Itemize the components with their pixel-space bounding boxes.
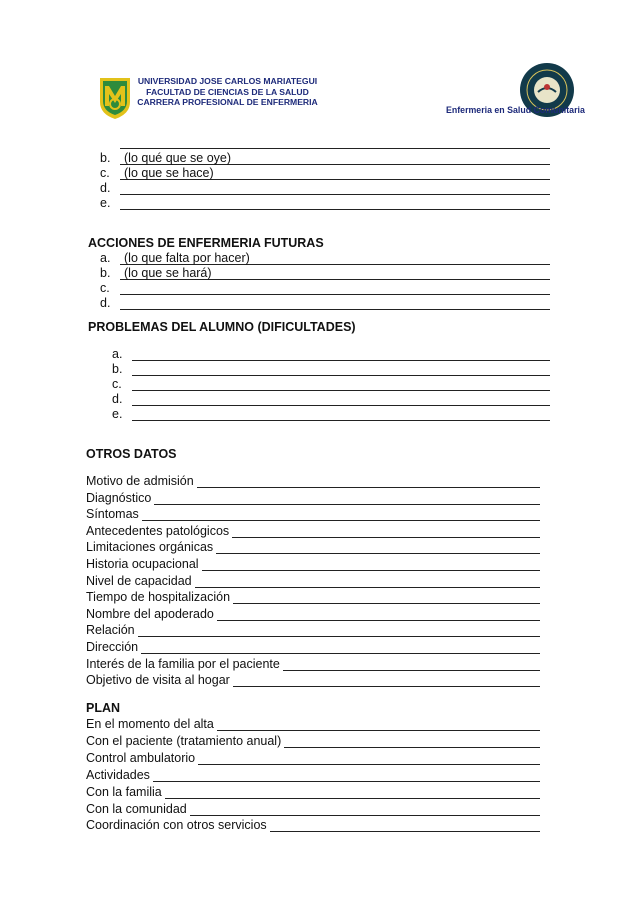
field-input-line[interactable] — [142, 520, 540, 521]
field-label: Interés de la familia por el paciente — [86, 656, 280, 671]
form-field — [86, 540, 540, 555]
field-input-line[interactable] — [217, 730, 540, 731]
field-input-line[interactable] — [284, 747, 540, 748]
item-letter: b. — [112, 362, 123, 376]
field-label: En el momento del alta — [86, 717, 214, 731]
field-label: Tiempo de hospitalización — [86, 590, 231, 605]
institution-block — [130, 76, 325, 108]
form-field — [86, 673, 540, 688]
field-label: Con el paciente (tratamiento anual) — [86, 733, 282, 748]
answer-line[interactable]: (lo que se hace) — [120, 166, 550, 180]
field-label: Objetivo de visita al hogar — [86, 673, 230, 688]
university-name: UNIVERSIDAD JOSE CARLOS MARIATEGUI — [137, 76, 318, 86]
form-field — [86, 590, 540, 605]
plan-title: PLAN — [86, 701, 121, 715]
field-input-line[interactable] — [217, 620, 540, 621]
item-letter: a. — [100, 251, 111, 265]
field-label: Nombre del apoderado — [86, 606, 214, 621]
field-input-line[interactable] — [202, 570, 540, 571]
field-input-line[interactable] — [153, 781, 540, 782]
faculty-name: FACULTAD DE CIENCIAS DE LA SALUD — [146, 86, 309, 97]
form-field — [86, 717, 540, 732]
field-input-line[interactable] — [198, 764, 540, 765]
field-label: Con la familia — [86, 784, 162, 799]
form-field — [86, 818, 540, 833]
field-label: Antecedentes patológicos — [86, 523, 230, 538]
field-label: Historia ocupacional — [86, 557, 199, 571]
form-field — [86, 574, 540, 589]
form-field — [86, 474, 540, 489]
item-letter: b. — [100, 151, 111, 165]
acciones-title: ACCIONES DE ENFERMERIA FUTURAS — [88, 236, 324, 250]
field-label: Dirección — [86, 640, 139, 654]
form-field — [86, 524, 540, 539]
list-item — [100, 296, 550, 311]
field-input-line[interactable] — [270, 831, 540, 832]
list-item — [100, 181, 550, 196]
list-item — [100, 196, 550, 211]
answer-line[interactable]: (lo que se hará) — [120, 266, 550, 280]
form-field — [86, 557, 540, 572]
career-name: CARRERA PROFESIONAL DE ENFERMERIA — [137, 97, 318, 107]
form-field — [86, 802, 540, 817]
list-item — [100, 281, 550, 296]
item-letter: c. — [112, 377, 122, 391]
continuation-line — [120, 148, 550, 149]
field-label: Síntomas — [86, 507, 139, 522]
answer-line[interactable] — [132, 392, 550, 406]
field-input-line[interactable] — [233, 686, 540, 687]
field-label: Limitaciones orgánicas — [86, 540, 214, 555]
field-input-line[interactable] — [141, 653, 540, 654]
answer-line[interactable]: (lo que falta por hacer) — [120, 251, 550, 265]
list-item — [112, 407, 550, 422]
answer-line[interactable] — [132, 407, 550, 421]
field-input-line[interactable] — [233, 603, 540, 604]
field-input-line[interactable] — [216, 553, 540, 554]
form-field — [86, 623, 540, 638]
field-label: Coordinación con otros servicios — [86, 818, 267, 833]
field-input-line[interactable] — [138, 636, 540, 637]
item-letter: a. — [112, 347, 123, 361]
form-field — [86, 751, 540, 766]
form-field — [86, 640, 540, 655]
field-label: Actividades — [86, 767, 150, 782]
answer-line[interactable] — [120, 296, 550, 310]
form-field — [86, 507, 540, 522]
list-item — [112, 377, 550, 392]
answer-line[interactable] — [120, 281, 550, 295]
list-item — [112, 347, 550, 362]
answer-line[interactable] — [120, 196, 550, 210]
field-label: Relación — [86, 623, 135, 638]
form-field — [86, 734, 540, 749]
form-field — [86, 657, 540, 672]
form-field — [86, 491, 540, 506]
answer-line[interactable] — [132, 347, 550, 361]
list-item — [100, 266, 550, 281]
form-field — [86, 768, 540, 783]
list-item — [112, 362, 550, 377]
field-input-line[interactable] — [283, 670, 540, 671]
item-letter: b. — [100, 266, 111, 280]
otros-datos-title: OTROS DATOS — [86, 447, 177, 461]
problemas-title: PROBLEMAS DEL ALUMNO (DIFICULTADES) — [88, 320, 356, 334]
document-header — [0, 0, 638, 130]
item-letter: c. — [100, 281, 110, 295]
field-label: Nivel de capacidad — [86, 573, 192, 588]
answer-line[interactable] — [120, 181, 550, 195]
field-input-line[interactable] — [165, 798, 540, 799]
field-input-line[interactable] — [190, 815, 540, 816]
field-input-line[interactable] — [197, 487, 540, 488]
list-item — [100, 166, 550, 181]
subject-name: Enfermeria en Salud Comunitaria — [446, 105, 585, 115]
item-letter: d. — [112, 392, 123, 406]
item-letter: e. — [100, 196, 111, 210]
field-input-line[interactable] — [195, 587, 540, 588]
field-label: Con la comunidad — [86, 801, 187, 816]
university-logo-icon — [97, 74, 133, 120]
field-label: Motivo de admisión — [86, 474, 194, 488]
field-input-line[interactable] — [232, 537, 540, 538]
list-item — [100, 151, 550, 166]
item-letter: c. — [100, 166, 110, 180]
field-input-line[interactable] — [154, 504, 540, 505]
answer-line[interactable]: (lo qué que se oye) — [120, 151, 550, 165]
item-letter: e. — [112, 407, 123, 421]
answer-line[interactable] — [132, 362, 550, 376]
list-item — [112, 392, 550, 407]
form-field — [86, 607, 540, 622]
list-item — [100, 251, 550, 266]
field-label: Diagnóstico — [86, 490, 152, 505]
answer-line[interactable] — [132, 377, 550, 391]
field-label: Control ambulatorio — [86, 750, 196, 765]
item-letter: d. — [100, 181, 111, 195]
item-letter: d. — [100, 296, 111, 310]
form-field — [86, 785, 540, 800]
